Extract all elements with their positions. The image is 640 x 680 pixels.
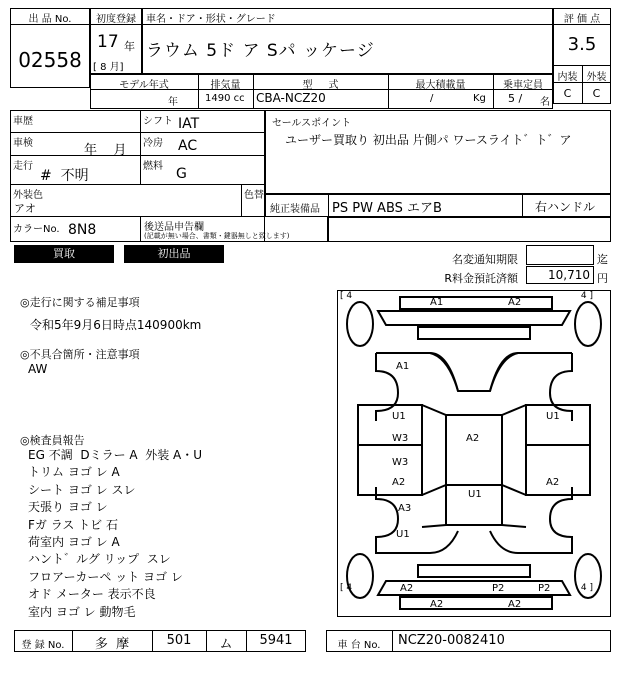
eval-score: 3.5 [567, 34, 597, 55]
postsend-right-box [328, 217, 611, 242]
car-name-label: 車名・ドア・形状・グレード [146, 14, 276, 25]
inspection-value: 年 月 [84, 143, 127, 158]
lot-no-label: 出 品 No. [28, 14, 72, 25]
eval-label: 評 価 点 [563, 14, 601, 25]
plate-class: 501 [166, 633, 192, 648]
chassis-label: 車 台 No. [337, 640, 381, 651]
mileage-value: # 不明 [40, 168, 89, 184]
plate-area: 多 摩 [94, 637, 130, 652]
max-load-label: 最大積載量 [415, 80, 466, 91]
color-no-label: カラーNo. [13, 224, 60, 235]
mark-bot-p2b: P2 [538, 583, 551, 594]
shift-value: IAT [178, 116, 200, 132]
buy-button[interactable]: 買取 [14, 245, 114, 263]
mileage-label: 走行 [13, 161, 33, 172]
plate-number: 5941 [259, 633, 293, 648]
color-value: アオ [14, 202, 36, 215]
first-reg-label: 初度登録 [96, 14, 136, 25]
first-reg-month: [ 8 月] [93, 62, 124, 73]
capacity-label: 乗車定員 [503, 80, 543, 91]
handle-side: 右ハンドル [535, 200, 596, 214]
inspector-line: シート ヨゴ レ スレ [28, 482, 136, 497]
mark-left-w3a: W3 [392, 433, 409, 444]
model-year-label: モデル年式 [119, 80, 169, 91]
color-change-label: 色替 [244, 190, 264, 201]
corner-top-right: 4 ] [578, 291, 593, 301]
car-outline [338, 291, 610, 616]
mark-left-a3: A3 [398, 503, 412, 514]
postsend-label: 後送品申告欄 [144, 222, 204, 233]
mark-left-u1b: U1 [396, 529, 410, 540]
mark-bot-p2a: P2 [492, 583, 505, 594]
inspector-line: オド メーター 表示不良 [28, 587, 156, 602]
recycle-label: R料金預託済額 [444, 272, 518, 285]
model-year-unit: 年 [168, 97, 178, 108]
first-reg-year: 17 [97, 32, 119, 52]
first-reg-year-unit: 年 [124, 40, 135, 53]
inspector-heading: ◎検査員報告 [20, 434, 85, 447]
recycle-value: 10,710 [548, 268, 590, 282]
name-change-label: 名変通知期限 [452, 253, 518, 266]
inspector-line: ハント゛ルグ リップ スレ [28, 552, 171, 567]
displacement: 1490 cc [205, 93, 245, 104]
sales-point-text: ユーザー買取り 初出品 片側パ ワースライト゛ト゛ア [285, 133, 572, 147]
inspector-line: 天張り ヨゴ レ [28, 500, 108, 515]
exterior-label: 外装 [586, 72, 607, 83]
equipment-value: PS PW ABS エアB [332, 201, 442, 216]
sales-point-label: セールスポイント [272, 118, 352, 129]
mark-top-a1: A1 [430, 297, 444, 308]
car-name: ラウム 5ド ア Sパ ッケージ [146, 41, 375, 61]
mileage-note: 令和5年9月6日時点140900km [30, 318, 202, 332]
mark-left-w3b: W3 [392, 457, 409, 468]
mark-top-a2: A2 [508, 297, 522, 308]
corner-bottom-left: [ 4 [340, 583, 355, 593]
fuel-label: 燃料 [143, 161, 163, 172]
lot-number: 02558 [18, 48, 82, 72]
interior-label: 内装 [557, 72, 578, 83]
mark-bot-a2c: A2 [508, 599, 522, 610]
inspector-line: EG 不調 Dミラー A 外装 A・U [28, 448, 203, 462]
capacity: 5 / [508, 92, 523, 105]
ac-label: 冷房 [143, 138, 163, 149]
mark-bot-a2a: A2 [400, 583, 414, 594]
ac-value: AC [178, 138, 198, 154]
inspector-line: Fガ ラス トビ 石 [28, 517, 118, 532]
mark-roof-u1: U1 [468, 489, 482, 500]
name-change-unit: 迄 [597, 253, 608, 266]
interior-grade: C [563, 87, 572, 100]
inspector-line: 室内 ヨゴ レ 動物毛 [28, 604, 136, 619]
inspector-line: 荷室内 ヨゴ レ A [28, 534, 120, 549]
capacity-unit: 名 [540, 97, 550, 108]
damage-diagram [337, 290, 611, 617]
mark-left-u1: U1 [392, 411, 406, 422]
defect-heading: ◎不具合箇所・注意事項 [20, 348, 140, 361]
color-no: 8N8 [68, 222, 97, 238]
mark-left-a2: A2 [392, 477, 406, 488]
color-label: 外装色 [13, 190, 43, 201]
recycle-unit: 円 [597, 272, 608, 285]
corner-top-left: [ 4 [340, 291, 355, 301]
inspector-report-list [28, 446, 328, 620]
mileage-heading: ◎走行に関する補足事項 [20, 296, 140, 309]
fuel-value: G [176, 166, 187, 182]
inspection-label: 車検 [13, 138, 33, 149]
max-load-slash: / [430, 93, 434, 104]
max-load-unit: Kg [473, 93, 486, 104]
displacement-label: 排気量 [210, 80, 241, 91]
mark-hood-a1: A1 [396, 361, 410, 372]
name-change-box [526, 245, 594, 265]
mark-right-u1: U1 [546, 411, 560, 422]
plate-label: 登 録 No. [21, 640, 65, 651]
inspector-line: フロアーカーペ ット ヨゴ レ [28, 569, 183, 584]
defect-note: AW [28, 362, 48, 376]
model-label: 型 式 [302, 80, 339, 91]
model-code: CBA-NCZ20 [256, 91, 326, 105]
exterior-grade: C [592, 87, 601, 100]
chassis-number: NCZ20-0082410 [398, 633, 505, 648]
shift-label: シフト [143, 116, 173, 127]
mark-roof-a2: A2 [466, 433, 480, 444]
corner-bottom-right: 4 ] [578, 583, 593, 593]
first-listing-button[interactable]: 初出品 [124, 245, 224, 263]
mark-right-a2: A2 [546, 477, 560, 488]
mark-bot-a2b: A2 [430, 599, 444, 610]
plate-kana: ム [219, 637, 233, 652]
history-label: 車歴 [13, 116, 33, 127]
equipment-label: 純正装備品 [270, 204, 320, 215]
inspector-line: トリム ヨゴ レ A [28, 465, 120, 480]
postsend-note: (記載が無い場合、書類・鍵器無しと致します) [144, 232, 290, 240]
